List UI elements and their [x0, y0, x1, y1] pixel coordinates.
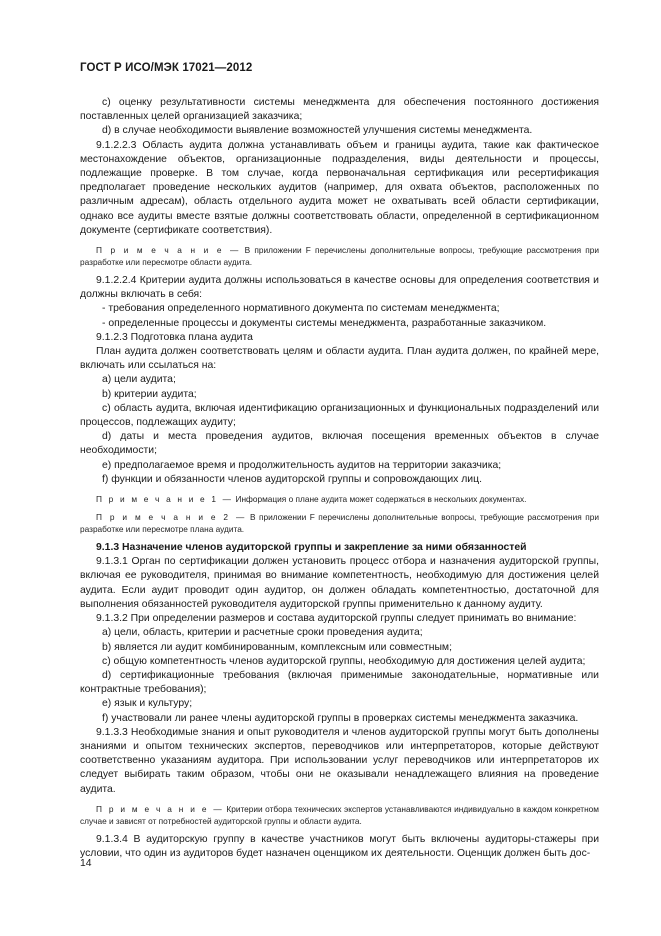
page-number: 14: [80, 858, 92, 869]
list-item: d) в случае необходимости выявление возможностей улучшения системы менеджмента.: [102, 125, 533, 137]
list-item: b) является ли аудит комбинированным, комплексным или совместным;: [102, 641, 452, 653]
note-label: П р и м е ч а н и е 2 —: [96, 512, 247, 523]
note-paragraph: [80, 493, 599, 505]
list-item: c) оценку результативности системы менеджмента для обеспечения постоянного достижения поставленных целей организацией заказчика;: [80, 97, 599, 123]
document-body: [80, 96, 599, 861]
list-item: c) область аудита, включая идентификацию организационных и функциональных подразделений или процессов, подлежащих аудиту;: [80, 402, 599, 429]
paragraph: 9.1.2.2.4 Критерии аудита должны использоваться в качестве основы для определения соответствия и должны включать в себя:: [80, 275, 599, 301]
list-item: f) функции и обязанности членов аудиторской группы и сопровождающих лиц.: [102, 473, 482, 485]
list-item: a) цели аудита;: [102, 374, 176, 386]
list-item: f) участвовали ли ранее члены аудиторской группы в проверках системы менеджмента заказчика.: [102, 712, 579, 724]
note-text: В приложении F перечислены дополнительные вопросы, требующие рассмотрения при разработке или пересмотре области аудита.: [80, 245, 599, 268]
document-page: [80, 62, 599, 861]
paragraph: 9.1.2.3 Подготовка плана аудита: [96, 331, 253, 343]
list-item: - требования определенного нормативного документа по системам менеджмента;: [102, 303, 500, 315]
paragraph: 9.1.3.1 Орган по сертификации должен установить процесс отбора и назначения аудиторской группы, включая ее руководителя, принимая во внимание компетентность, необходимую для достижения целей аудита. Если аудит проводит один аудитор, он должен обладать компетентностью, достаточной для выполнения обязанностей руководителя аудиторской группы применительно к данному аудиту.: [80, 556, 599, 610]
note-paragraph: [80, 803, 599, 827]
list-item: c) общую компетентность членов аудиторской группы, необходимую для достижения целей аудита;: [102, 655, 586, 667]
section-heading: 9.1.3 Назначение членов аудиторской группы и закрепление за ними обязанностей: [96, 542, 527, 554]
list-item: e) предполагаемое время и продолжительность аудитов на территории заказчика;: [102, 459, 502, 471]
list-item: a) цели, область, критерии и расчетные сроки проведения аудита;: [102, 627, 423, 639]
note-label: П р и м е ч а н и е —: [96, 803, 224, 814]
page-header: ГОСТ Р ИСО/МЭК 17021—2012: [80, 62, 253, 74]
note-text: Информация о плане аудита может содержаться в нескольких документах.: [233, 494, 527, 505]
paragraph: 9.1.2.2.3 Область аудита должна устанавливать объем и границы аудита, такие как фактическое местонахождение объектов, организационные подразделения, виды деятельности и процессы, подлежащие проверке. В том случае, когда первоначальная сертификация или ресертификация предполагает проведение нескольких аудитов (например, для охвата объектов, расположенных по различным адресам), область отдельного аудита может не охватывать всей области сертификации, однако все аудиты вместе взятые должны соответствовать области, определенной в сертификационном документе (сертификате соответствия).: [80, 139, 599, 236]
note-text: В приложении F перечислены дополнительные вопросы, требующие рассмотрения при разработке или пересмотре плана аудита.: [80, 512, 599, 535]
note-text: Критерии отбора технических экспертов устанавливаются индивидуально в каждом конкретном случае и зависят от потребностей аудиторской группы и области аудита.: [80, 803, 599, 826]
list-item: d) сертификационные требования (включая применимые законодательные, нормативные или контрактные требования);: [80, 669, 599, 696]
paragraph: 9.1.3.4 В аудиторскую группу в качестве участников могут быть включены аудиторы-стажеры при условии, что один из аудиторов будет назначен оценщиком их деятельности. Оценщик должен быть дос-: [80, 833, 599, 859]
note-paragraph: [80, 511, 599, 535]
paragraph: 9.1.3.2 При определении размеров и состава аудиторской группы следует принимать во внимание:: [96, 613, 577, 625]
paragraph: 9.1.3.3 Необходимые знания и опыт руководителя и членов аудиторской группы могут быть дополнены знаниями и опытом технических экспертов, переводчиков или интерпретаторов, которые действуют соответственно указаниям аудитора. При использовании услуг переводчиков или интерпретаторов их следует выбирать таким образом, чтобы они не оказывали ненадлежащего влияния на проведение аудита.: [80, 726, 599, 795]
note-paragraph: [80, 244, 599, 268]
list-item: - определенные процессы и документы системы менеджмента, разработанные заказчиком.: [102, 317, 547, 329]
note-label: П р и м е ч а н и е 1 —: [96, 494, 234, 505]
paragraph: План аудита должен соответствовать целям и области аудита. План аудита должен, по крайней мере, включать или ссылаться на:: [80, 346, 599, 372]
list-item: e) язык и культуру;: [102, 698, 193, 710]
list-item: d) даты и места проведения аудитов, включая посещения временных объектов в случае необходимости;: [80, 431, 599, 457]
list-item: b) критерии аудита;: [102, 388, 197, 400]
note-label: П р и м е ч а н и е —: [96, 245, 241, 256]
